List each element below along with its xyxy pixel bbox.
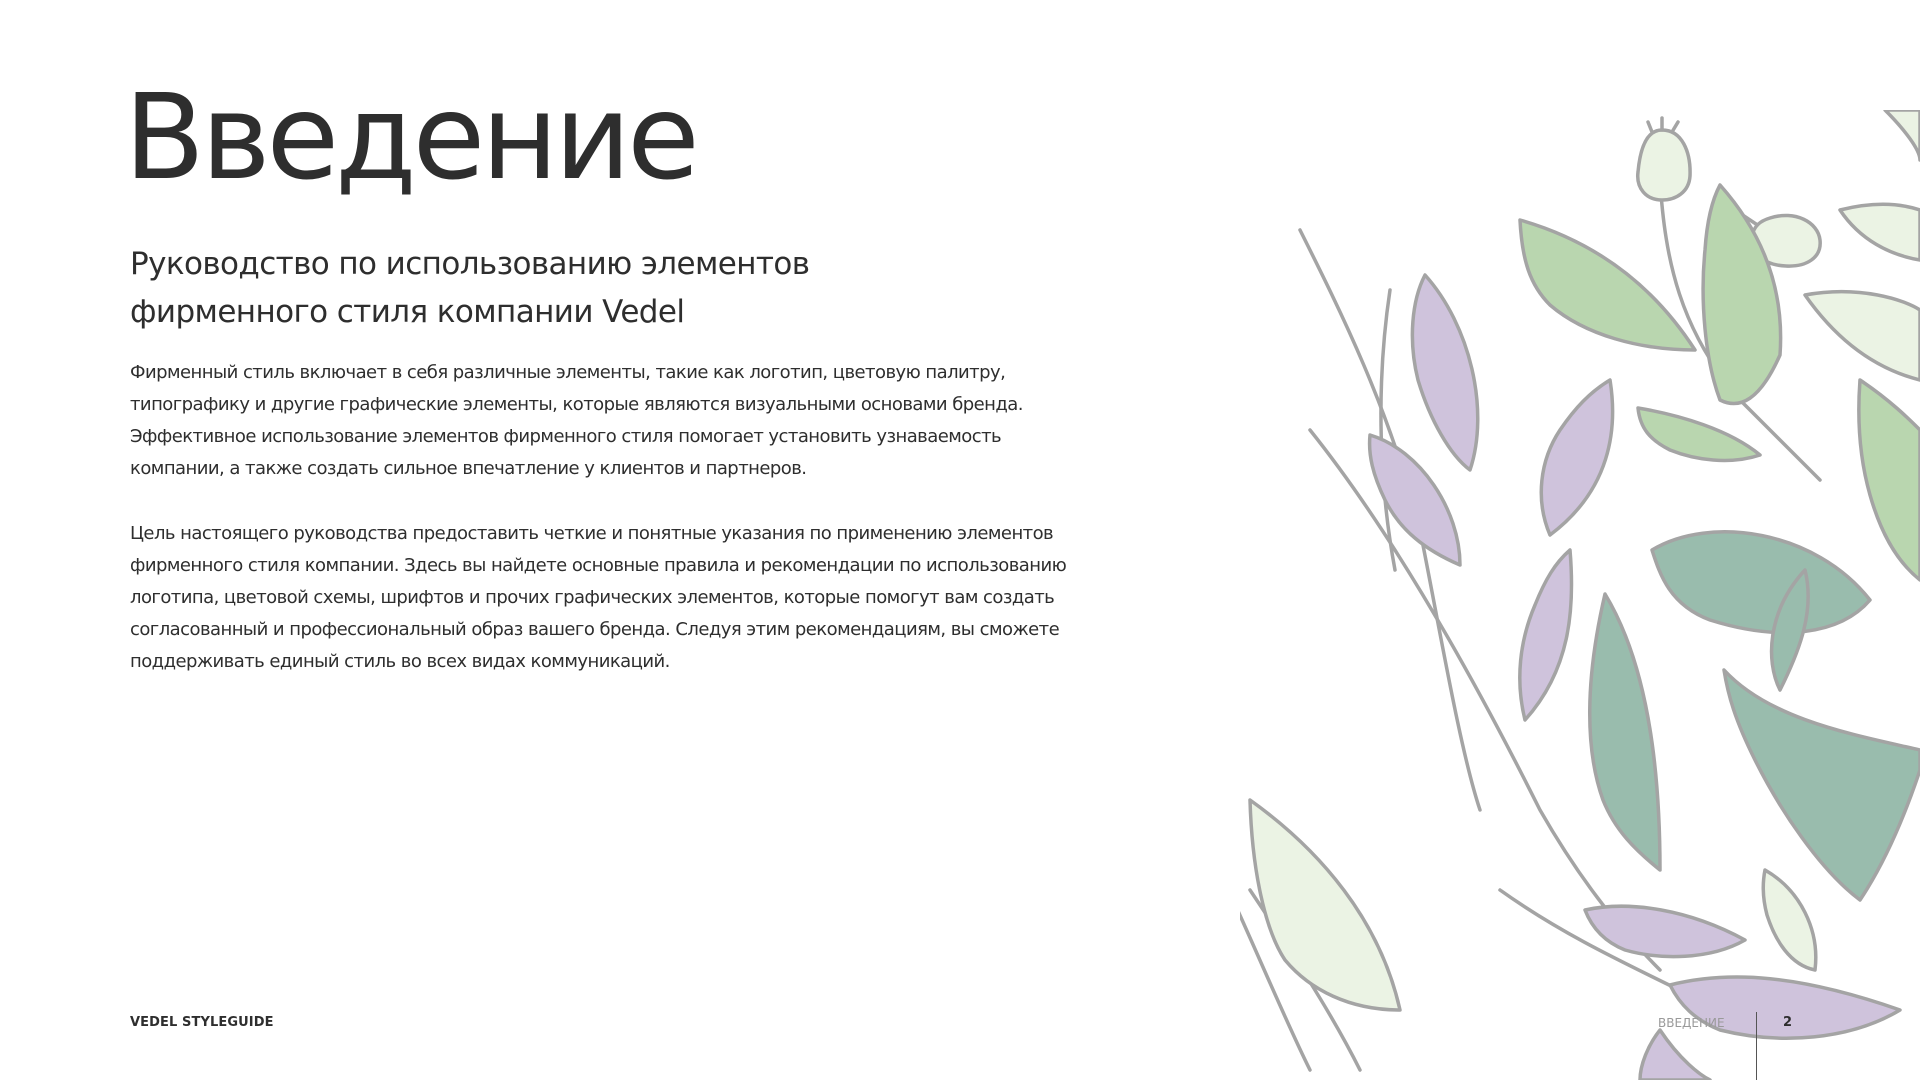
paragraph-line: Фирменный стиль включает в себя различные элементы, такие как логотип, цветовую палитру, <box>130 362 1006 383</box>
paragraph-line: фирменного стиля компании. Здесь вы найдете основные правила и рекомендации по использованию <box>130 555 1067 576</box>
paragraph-line: типографику и другие графические элементы, которые являются визуальными основами бренда. <box>130 394 1023 415</box>
page-subtitle <box>130 240 1030 336</box>
paragraph-line: согласованный и профессиональный образ вашего бренда. Следуя этим рекомендациям, вы сможете <box>130 619 1060 640</box>
footer-brand: VEDEL STYLEGUIDE <box>130 1015 274 1030</box>
subtitle-line: фирменного стиля компании Vedel <box>130 294 685 330</box>
paragraph-line: Цель настоящего руководства предоставить четкие и понятные указания по применению элементов <box>130 523 1054 544</box>
paragraph-line: компании, а также создать сильное впечатление у клиентов и партнеров. <box>130 458 807 479</box>
paragraph-line: логотипа, цветовой схемы, шрифтов и прочих графических элементов, которые помогут вам создать <box>130 587 1055 608</box>
paragraph-line: Эффективное использование элементов фирменного стиля помогает установить узнаваемость <box>130 426 1002 447</box>
page-number: 2 <box>1783 1015 1793 1030</box>
purpose-paragraph <box>130 518 1130 678</box>
intro-paragraph <box>130 357 1130 485</box>
page-title: Введение <box>124 68 696 206</box>
footer-divider <box>1756 1012 1757 1080</box>
botanical-leaves-illustration <box>1240 110 1920 1080</box>
footer-section-label: ВВЕДЕНИЕ <box>1658 1016 1725 1030</box>
green-leaves <box>1520 185 1920 580</box>
teal-leaves <box>1590 532 1920 900</box>
paragraph-line: поддерживать единый стиль во всех видах коммуникаций. <box>130 651 670 672</box>
subtitle-line: Руководство по использованию элементов <box>130 246 810 282</box>
